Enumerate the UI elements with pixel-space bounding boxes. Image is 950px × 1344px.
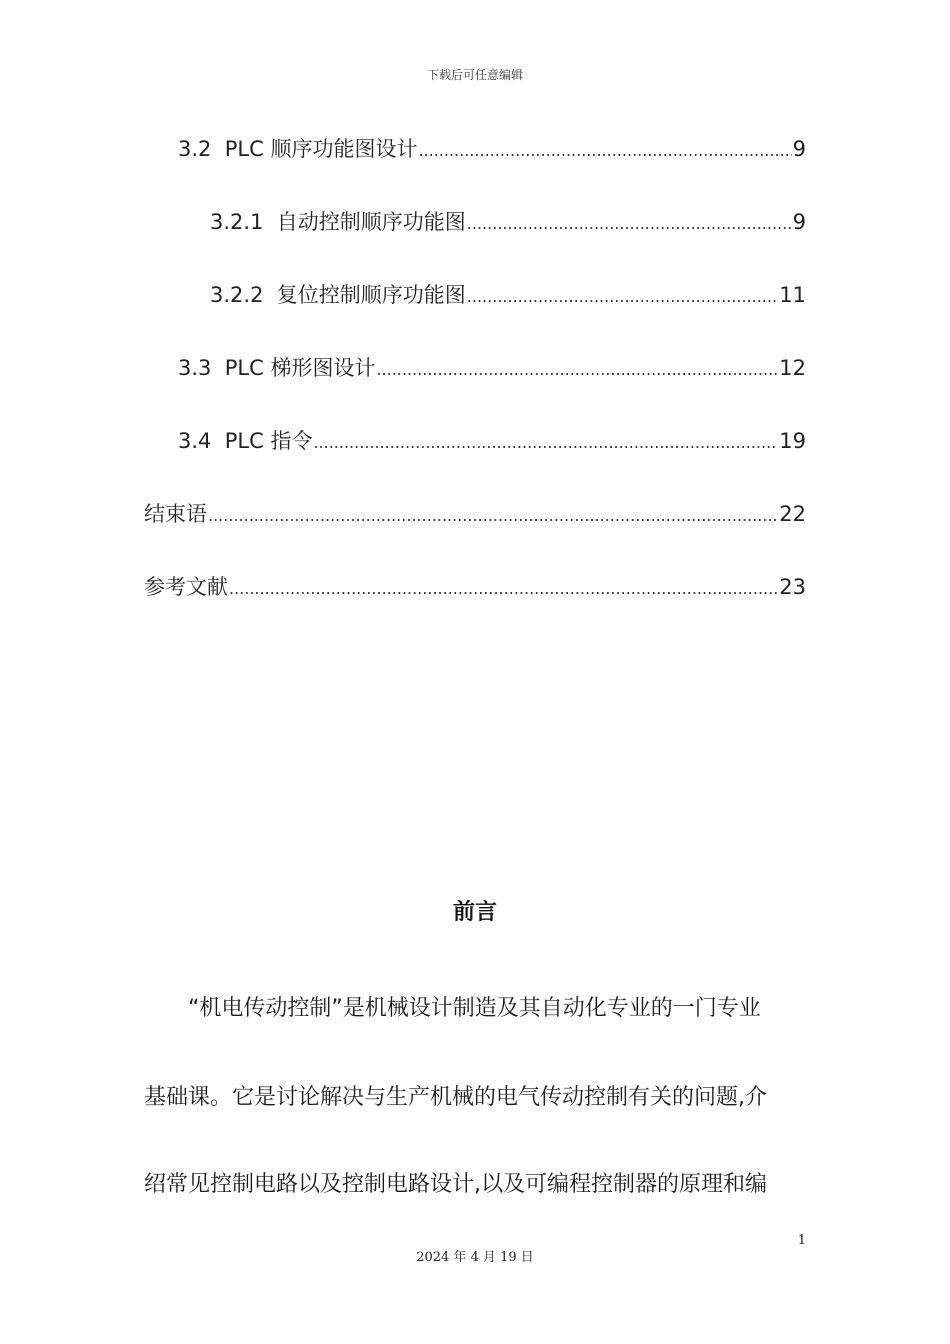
toc-leader xyxy=(467,210,792,238)
toc-page: 9 xyxy=(792,137,806,161)
toc-entry-3-3[interactable] xyxy=(144,352,806,384)
footer-date: 2024 年 4 月 19 日 xyxy=(416,1250,534,1265)
toc-leader xyxy=(376,356,778,384)
toc-page: 12 xyxy=(779,356,806,380)
toc-title: PLC 顺序功能图设计 xyxy=(224,137,418,161)
toc-page: 23 xyxy=(779,575,806,599)
toc-number: 3.2.1 xyxy=(210,210,277,234)
toc-leader xyxy=(418,137,791,165)
toc-title: PLC 梯形图设计 xyxy=(224,356,376,380)
preface-line-1: “机电传动控制”是机械设计制造及其自动化专业的一门专业 xyxy=(188,996,761,1021)
preface-line-3: 绍常见控制电路以及控制电路设计,以及可编程控制器的原理和编 xyxy=(144,1172,767,1197)
toc-number: 3.4 xyxy=(178,429,225,453)
toc-leader xyxy=(229,575,778,603)
toc-leader xyxy=(208,502,778,530)
toc-page: 9 xyxy=(792,210,806,234)
toc-entry-3-2-2[interactable] xyxy=(144,279,806,311)
toc-title: 参考文献 xyxy=(144,575,228,599)
toc-number: 3.2.2 xyxy=(210,283,277,307)
toc-page: 11 xyxy=(779,283,806,307)
toc-entry-3-4[interactable] xyxy=(144,425,806,457)
preface-line-2: 基础课。它是讨论解决与生产机械的电气传动控制有关的问题,介 xyxy=(144,1085,767,1110)
toc-number: 3.2 xyxy=(178,137,225,161)
toc-leader xyxy=(313,429,778,457)
toc-title: 复位控制顺序功能图 xyxy=(276,283,466,307)
preface-heading: 前言 xyxy=(452,900,497,925)
toc-entry-conclusion[interactable] xyxy=(144,498,806,530)
page-header: 下载后可任意编辑 xyxy=(426,68,523,82)
toc-title: PLC 指令 xyxy=(224,429,313,453)
toc-number: 3.3 xyxy=(178,356,225,380)
toc-title: 自动控制顺序功能图 xyxy=(276,210,466,234)
toc-entry-3-2[interactable] xyxy=(144,133,806,165)
toc-entry-references[interactable] xyxy=(144,571,806,603)
toc-page: 22 xyxy=(779,502,806,526)
toc-entry-3-2-1[interactable] xyxy=(144,206,806,238)
toc-title: 结束语 xyxy=(144,502,207,526)
toc-page: 19 xyxy=(779,429,806,453)
page-number: 1 xyxy=(797,1233,806,1248)
toc-leader xyxy=(467,283,778,311)
